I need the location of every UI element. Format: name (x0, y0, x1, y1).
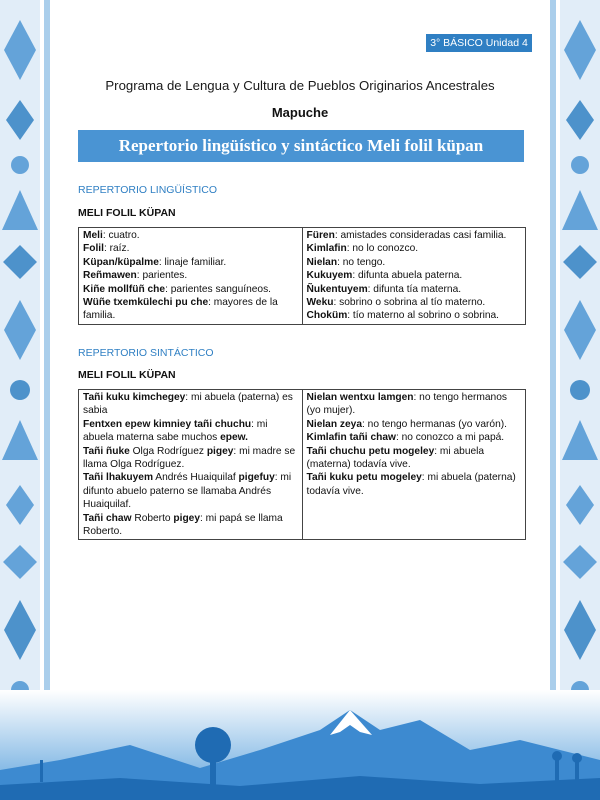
list-item (83, 418, 298, 445)
list-item (307, 269, 522, 282)
landscape-footer-illustration (0, 690, 600, 800)
list-item (83, 229, 298, 242)
list-item (307, 256, 522, 269)
linguistic-table (78, 227, 526, 325)
entry-definition: : sobrino o sobrina al tío materno. (333, 297, 486, 309)
entry-definition: : no tengo hermanos (yo mujer). (306, 392, 507, 417)
entry-term: Tañi kuku kimchegey (83, 392, 186, 403)
program-title: Programa de Lengua y Cultura de Pueblos Originarios Ancestrales (105, 78, 495, 93)
linguistic-repertoire-heading: REPERTORIO LINGÜÍSTICO (78, 184, 218, 196)
list-item (307, 283, 522, 296)
list-item (83, 242, 298, 255)
entry-definition: : linaje familiar. (158, 256, 227, 268)
syntactic-repertoire-heading: REPERTORIO SINTÁCTICO (78, 347, 214, 359)
entry-term: Folil (83, 243, 104, 255)
entry-term: Tañi ñuke (83, 445, 130, 457)
language-title: Mapuche (271, 105, 329, 120)
list-item (307, 431, 522, 444)
list-item (83, 471, 298, 511)
entry-term: Tañi chuchu petu mogeley (306, 445, 435, 457)
entry-term: Nielan zeya (306, 418, 362, 430)
entry-term: Ñukentuyem (306, 283, 368, 295)
entry-definition: : raíz. (103, 243, 130, 255)
list-item (83, 256, 298, 269)
entry-term: Kimlafin (306, 243, 347, 255)
list-item (307, 242, 522, 255)
entry-term: Füren (306, 230, 335, 241)
entry-term: Choküm (306, 310, 348, 322)
entry-definition: Andrés Huaiquilaf (153, 472, 239, 484)
grade-unit-badge: 3° BÁSICO Unidad 4 (426, 34, 532, 52)
list-item (307, 229, 522, 242)
entry-definition: Olga Rodríguez (129, 445, 207, 457)
list-item (83, 283, 298, 296)
list-item (307, 418, 522, 431)
entry-definition: : parientes. (136, 270, 188, 282)
entry-definition: : cuatro. (102, 230, 140, 241)
syntactic-left-column (79, 390, 303, 540)
entry-term: Kimlafin tañi chaw (306, 432, 396, 444)
entry-term: Reñmawen (83, 270, 137, 282)
entry-definition: : tío materno al sobrino o sobrina. (347, 310, 500, 322)
list-item (83, 391, 298, 418)
entry-term: Tañi chaw (83, 512, 132, 524)
entry-term: Kukuyem (306, 270, 353, 282)
linguistic-left-column (79, 228, 303, 325)
entry-definition: : amistades consideradas casi familia. (334, 230, 507, 241)
entry-definition: : mi madre se llama Olga Rodríguez. (83, 445, 296, 471)
list-item (307, 471, 522, 498)
table-row (79, 228, 526, 325)
syntactic-subheading: MELI FOLIL KÜPAN (78, 369, 176, 381)
entry-definition: : mi papá se llama Roberto. (83, 512, 283, 538)
syntactic-table (78, 389, 526, 540)
list-item (307, 296, 522, 309)
entry-term: Wüñe txemkülechi pu che (83, 297, 209, 309)
entry-definition: : mi abuela (materna) todavía vive. (306, 445, 485, 471)
entry-term: Tañi lhakuyem (83, 472, 154, 484)
list-item (307, 309, 522, 322)
entry-term: pigey (173, 512, 201, 524)
entry-term: Nielan wentxu lamgen (306, 392, 414, 403)
entry-definition: : mayores de la familia. (83, 297, 278, 322)
syntactic-right-column (302, 390, 526, 540)
entry-definition: : no tengo hermanas (yo varón). (362, 418, 507, 430)
entry-term: Fentxen epew kimniey tañi chuchu (83, 418, 252, 430)
entry-term: Küpan/küpalme (83, 256, 159, 268)
section-banner: Repertorio lingüístico y sintáctico Meli folil küpan (78, 130, 524, 162)
entry-definition: Roberto (131, 512, 174, 524)
entry-definition: : difunta tía materna. (367, 283, 462, 295)
entry-definition: : parientes sanguíneos. (165, 283, 271, 295)
entry-definition: : no tengo. (337, 256, 386, 268)
list-item (83, 512, 298, 539)
entry-definition: : mi abuela (paterna) es sabia (83, 392, 293, 417)
entry-term: epew. (220, 432, 248, 444)
entry-term: Weku (306, 297, 334, 309)
linguistic-subheading: MELI FOLIL KÜPAN (78, 207, 176, 219)
table-row (79, 390, 526, 540)
entry-term: pigey (206, 445, 234, 457)
entry-definition: : mi difunto abuelo paterno se llamaba Andrés Huaiquilaf. (83, 472, 292, 511)
list-item (307, 391, 522, 418)
entry-term: Meli (83, 230, 103, 241)
entry-definition: : mi abuela (paterna) todavía vive. (306, 472, 516, 497)
list-item (83, 445, 298, 472)
list-item (83, 296, 298, 323)
entry-term: Nielan (306, 256, 338, 268)
entry-definition: : difunta abuela paterna. (352, 270, 463, 282)
entry-term: pigefuy (238, 472, 275, 484)
entry-definition: : mi abuela materna sabe muchos (83, 418, 268, 444)
linguistic-right-column (302, 228, 526, 325)
list-item (307, 445, 522, 472)
list-item (83, 269, 298, 282)
entry-definition: : no lo conozco. (346, 243, 419, 255)
entry-term: Kiñe mollfüñ che (83, 283, 166, 295)
entry-definition: : no conozco a mi papá. (395, 432, 505, 444)
entry-term: Tañi kuku petu mogeley (306, 472, 422, 484)
